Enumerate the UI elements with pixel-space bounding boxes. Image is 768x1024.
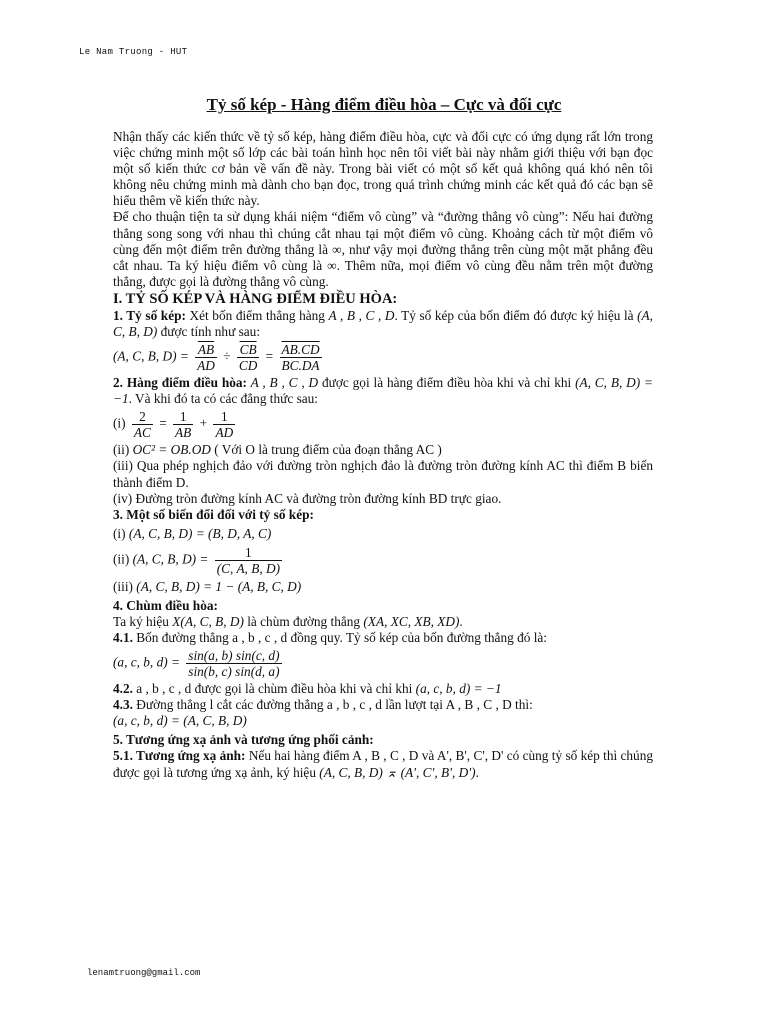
denominator: AC: [133, 425, 151, 441]
pencil-text-b: là chùm đường thẳng: [243, 613, 364, 629]
harmonic-condition: (A, C, B, D) = −1: [113, 375, 653, 407]
denominator: (C, A, B, D): [216, 560, 281, 576]
cross-ratio-text-a: Xét bốn điểm thẳng hàng: [185, 307, 329, 323]
harmonic-definition: [113, 375, 653, 407]
fraction-ab-ad: [195, 342, 217, 373]
plus-sign: +: [199, 415, 208, 431]
sine-formula-lhs: (a, c, b, d) =: [113, 654, 180, 670]
pencil-heading: 4. Chùm điều hòa:: [113, 597, 218, 613]
denominator: AD: [197, 358, 215, 374]
item-4-1-label: 4.1.: [113, 629, 133, 645]
transform-i: [113, 525, 653, 543]
item-4-3-text: Đường thẳng l cắt các đường thẳng a , b , c , d lần lượt tại A , B , C , D thì:: [132, 697, 533, 713]
sine-cross-ratio-formula: [113, 648, 653, 679]
item-5-1: [113, 748, 653, 780]
pencil-text-a: Ta ký hiệu: [113, 613, 173, 629]
transform-iii-label: (iii): [113, 578, 133, 594]
equals-sign: =: [159, 415, 167, 431]
item-5-1-formula: (A, C, B, D) ⌅ (A', C', B', D'): [319, 764, 476, 780]
fraction-1-ab: [173, 409, 193, 440]
identity-ii-label: (ii): [113, 442, 130, 458]
fraction-product: [280, 342, 322, 373]
harmonic-label: 2. Hàng điểm điều hòa:: [113, 375, 247, 391]
footer-email: lenamtruong@gmail.com: [87, 968, 201, 978]
pencil-notation-formula: X(A, C, B, D): [172, 613, 244, 629]
formula-lhs: (A, C, B, D) =: [113, 348, 189, 364]
identity-iii: (iii) Qua phép nghịch đảo với đường tròn nghịch đảo là đường tròn đường kính AC thì điểm B biến thành điểm D.: [113, 458, 653, 490]
identity-ii-formula: OC² = OB.OD: [132, 442, 211, 458]
page-title: Tỷ số kép - Hàng điểm điều hòa – Cực và đối cực: [206, 95, 562, 114]
transform-ii-lhs: (A, C, B, D) =: [132, 551, 209, 567]
numerator: 2: [132, 409, 153, 425]
denominator: sin(b, c) sin(d, a): [188, 664, 280, 680]
identity-ii-text: ( Với O là trung điểm của đoạn thẳng AC ): [210, 442, 442, 458]
document-body: [113, 129, 653, 781]
harmonic-text-b: . Và khi đó ta có các đẳng thức sau:: [128, 391, 318, 407]
item-5-1-end: .: [475, 764, 479, 780]
numerator: $\overline{CB}$: [237, 342, 259, 358]
numerator: sin(a, b) sin(c, d): [188, 648, 280, 664]
item-4-2-text: a , b , c , d được gọi là chùm điều hòa khi và chỉ khi: [132, 681, 416, 697]
denominator: BC.DA: [281, 358, 320, 374]
fraction-2-ac: [132, 409, 153, 440]
fraction-sine: [186, 648, 281, 679]
equals-sign: =: [265, 348, 274, 364]
transformations-heading: 3. Một số biến đổi đối với tỷ số kép:: [113, 506, 314, 522]
pencil-end: .: [459, 613, 463, 629]
cross-ratio-label: 1. Tỷ số kép:: [113, 307, 186, 323]
pencil-lines: (XA, XC, XB, XD): [363, 613, 460, 629]
numerator: 1: [213, 409, 235, 425]
fraction-1-ad: [213, 409, 235, 440]
identity-ii: [113, 442, 653, 458]
intro-paragraph-2: Để cho thuận tiện ta sử dụng khái niệm “điểm vô cùng” và “đường thẳng vô cùng”: Nếu hai đường thẳng song song với nhau thì chúng cắt nhau tại một điểm vô cùng. Khoảng cách từ một điểm vô cùng đến một điểm trên đường thẳng là ∞, như vậy mọi đường thẳng trên cùng một mặt phẳng đều cắt nhau. Ta ký hiệu điểm vô cùng là ∞. Thêm nữa, mọi điểm vô cùng đều nằm trên một đường thẳng, được gọi là đường thẳng vô cùng.: [113, 209, 653, 289]
item-4-3-formula: (a, c, b, d) = (A, C, B, D): [113, 713, 247, 729]
numerator: AB.CD: [281, 342, 320, 358]
divide-sign: ÷: [223, 348, 231, 364]
intro-paragraph-1: Nhận thấy các kiến thức về tỷ số kép, hàng điểm điều hòa, cực và đối cực có ứng dụng rất lớn trong việc chứng minh một số lớp các bài toán hình học nên tôi viết bài này nhằm giới thiệu với bạn đọc một số kiến thức cơ bản về vấn đề này. Trong bài viết có một số kết quả không quá khó nên tôi không nêu chứng minh mà dành cho bạn đọc, trong quá trình chứng minh các kết quả đó các bạn sẽ hiểu thêm về kiến thức này.: [113, 129, 653, 209]
item-4-2-label: 4.2.: [113, 681, 133, 697]
harmonic-text-a: được gọi là hàng điểm điều hòa khi và chỉ khi: [318, 375, 576, 391]
cross-ratio-points: A , B , C , D: [328, 307, 395, 323]
item-4-2-condition: (a, c, b, d) = −1: [415, 681, 502, 697]
cross-ratio-formula: [113, 342, 653, 373]
item-4-3-label: 4.3.: [113, 697, 133, 713]
item-4-1-text: Bốn đường thẳng a , b , c , d đồng quy. Tỷ số kép của bốn đường thẳng đó là:: [132, 629, 547, 645]
numerator: $\overline{AB}$: [195, 342, 217, 358]
denominator: AD: [215, 425, 234, 441]
transform-ii: [113, 545, 653, 576]
transform-i-label: (i): [113, 525, 126, 541]
transform-ii-label: (ii): [113, 551, 130, 567]
cross-ratio-notation: (A, C, B, D): [113, 307, 653, 340]
item-4-2: [113, 681, 653, 697]
denominator: CD: [238, 358, 258, 374]
numerator: 1: [173, 409, 193, 425]
numerator: 1: [215, 545, 282, 561]
transform-iii-formula: (A, C, B, D) = 1 − (A, B, C, D): [136, 578, 302, 594]
header-author: Le Nam Truong - HUT: [79, 47, 188, 57]
fraction-cb-cd: [237, 342, 259, 373]
transform-iii: [113, 578, 653, 596]
harmonic-points: A , B , C , D: [247, 375, 319, 391]
transform-i-formula: (A, C, B, D) = (B, D, A, C): [128, 525, 272, 541]
correspondence-heading: 5. Tương ứng xạ ảnh và tương ứng phối cảnh:: [113, 732, 374, 748]
item-5-1-label: 5.1. Tương ứng xạ ảnh:: [113, 748, 246, 764]
item-4-3: [113, 697, 653, 713]
identity-iv: (iv) Đường tròn đường kính AC và đường tròn đường kính BD trực giao.: [113, 490, 502, 506]
identity-i: [113, 409, 653, 440]
fraction-reciprocal: [215, 545, 282, 576]
cross-ratio-text-c: được tính như sau:: [157, 324, 261, 340]
item-4-1: [113, 630, 653, 646]
denominator: AB: [175, 425, 192, 441]
cross-ratio-definition: [113, 308, 653, 340]
cross-ratio-text-b: . Tỷ số kép của bốn điểm đó được ký hiệu là: [394, 307, 638, 323]
identity-i-label: (i): [113, 415, 126, 431]
section-heading: I. TỶ SỐ KÉP VÀ HÀNG ĐIỂM ĐIỀU HÒA:: [113, 290, 398, 307]
pencil-notation: [113, 614, 653, 630]
item-5-1-text: Nếu hai hàng điểm A , B , C , D và A', B', C', D' có cùng tỷ số kép thì chúng được gọi là tương ứng xạ ảnh, ký hiệu: [113, 748, 653, 780]
